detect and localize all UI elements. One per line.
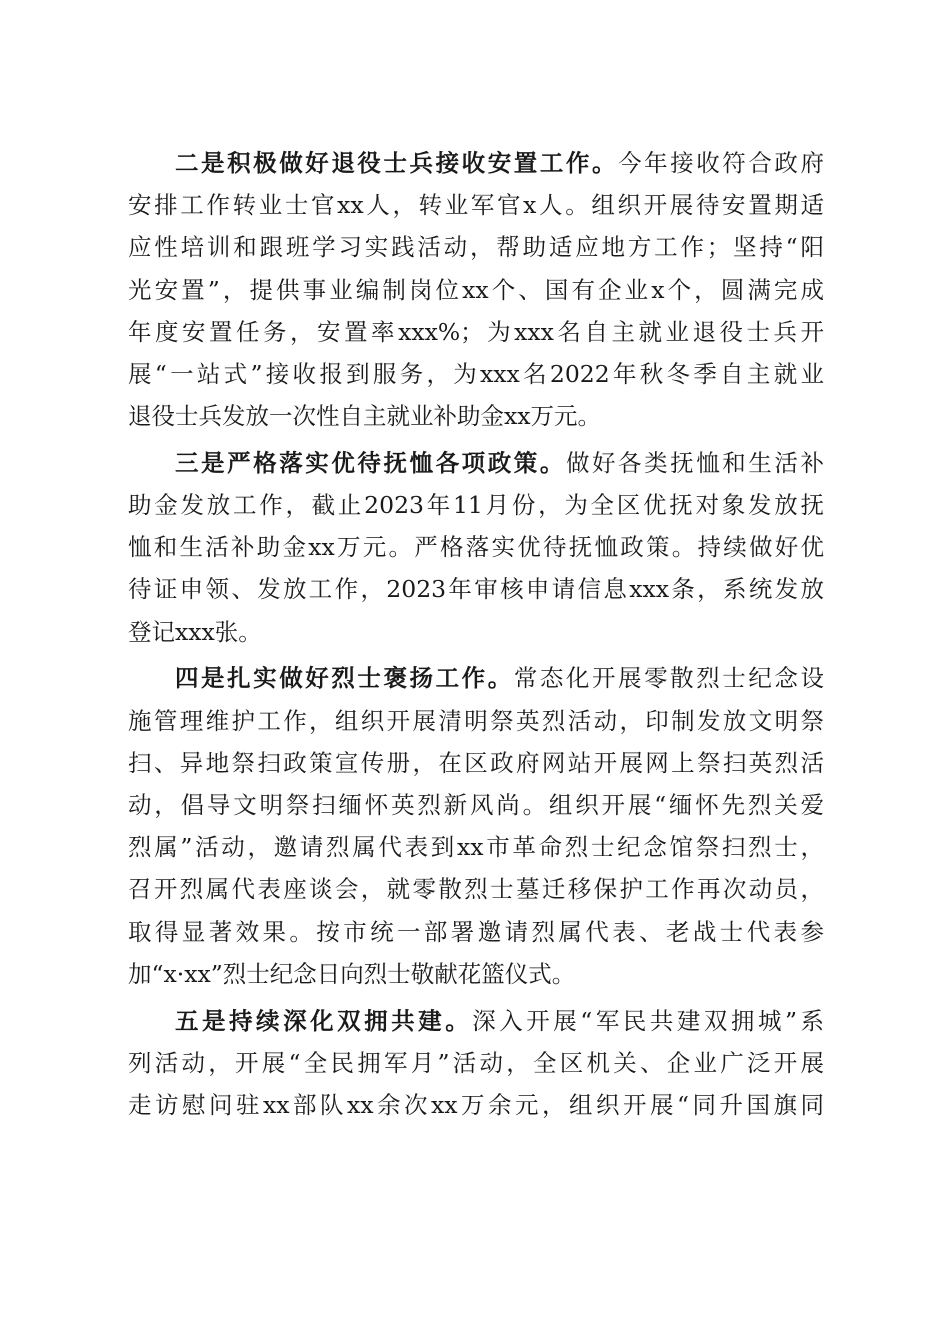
paragraph-line: 年度安置任务，安置率xxx%；为xxx名自主就业退役士兵开 [128,317,824,346]
paragraph-lead: 四是扎实做好烈士褒扬工作。 [175,664,514,693]
paragraph-resettlement [128,142,824,437]
paragraph-dual-support [128,1000,824,1127]
paragraph-line: 助金发放工作，截止2023年11月份，为全区优抚对象发放抚 [128,491,824,520]
paragraph-line: 列活动，开展“全民拥军月”活动，全区机关、企业广泛开展 [128,1048,824,1077]
paragraph-line: 动，倡导文明祭扫缅怀英烈新风尚。组织开展“缅怀先烈关爱 [128,791,824,819]
document-body [128,142,824,1131]
paragraph-line [128,142,824,184]
paragraph-preferential-treatment [128,442,824,653]
paragraph-text: 做好各类抚恤和生活补 [565,448,824,477]
paragraph-line: 安排工作转业士官xx人，转业军官x人。组织开展待安置期适 [128,191,824,220]
paragraph-line: 取得显著效果。按市统一部署邀请烈属代表、老战士代表参 [128,917,824,946]
paragraph-line: 扫、异地祭扫政策宣传册，在区政府网站开展网上祭扫英烈活 [128,748,824,777]
paragraph-text: 深入开展“军民共建双拥城”系 [472,1006,824,1035]
paragraph-line: 退役士兵发放一次性自主就业补助金xx万元。 [128,402,602,431]
paragraph-martyrs-commemoration [128,657,824,995]
paragraph-line [128,1000,824,1042]
paragraph-line: 登记xxx张。 [128,617,262,646]
paragraph-line: 光安置”，提供事业编制岗位xx个、国有企业x个，圆满完成 [128,275,824,304]
paragraph-text: 常态化开展零散烈士纪念设 [513,664,824,693]
paragraph-line: 展“一站式”接收报到服务，为xxx名2022年秋冬季自主就业 [128,359,824,388]
paragraph-text: 今年接收符合政府 [618,149,824,177]
paragraph-line: 召开烈属代表座谈会，就零散烈士墓迁移保护工作再次动员， [128,875,824,904]
paragraph-line: 待证申领、发放工作，2023年审核申请信息xxx条，系统发放 [128,575,824,604]
paragraph-line [128,442,824,484]
paragraph-line: 施管理维护工作，组织开展清明祭英烈活动，印制发放文明祭 [128,706,824,735]
paragraph-lead: 三是严格落实优待抚恤各项政策。 [175,448,566,477]
paragraph-lead: 五是持续深化双拥共建。 [175,1006,473,1035]
paragraph-line: 恤和生活补助金xx万元。严格落实优待抚恤政策。持续做好优 [128,533,824,562]
paragraph-line: 烈属”活动，邀请烈属代表到xx市革命烈士纪念馆祭扫烈士， [128,833,824,862]
paragraph-line [128,657,824,699]
paragraph-lead: 二是积极做好退役士兵接收安置工作。 [175,149,619,177]
paragraph-line: 加“x·xx”烈士纪念日向烈士敬献花篮仪式。 [128,959,576,988]
paragraph-line: 走访慰问驻xx部队xx余次xx万余元，组织开展“同升国旗同 [128,1090,824,1119]
paragraph-line: 应性培训和跟班学习实践活动，帮助适应地方工作；坚持“阳 [128,233,824,262]
